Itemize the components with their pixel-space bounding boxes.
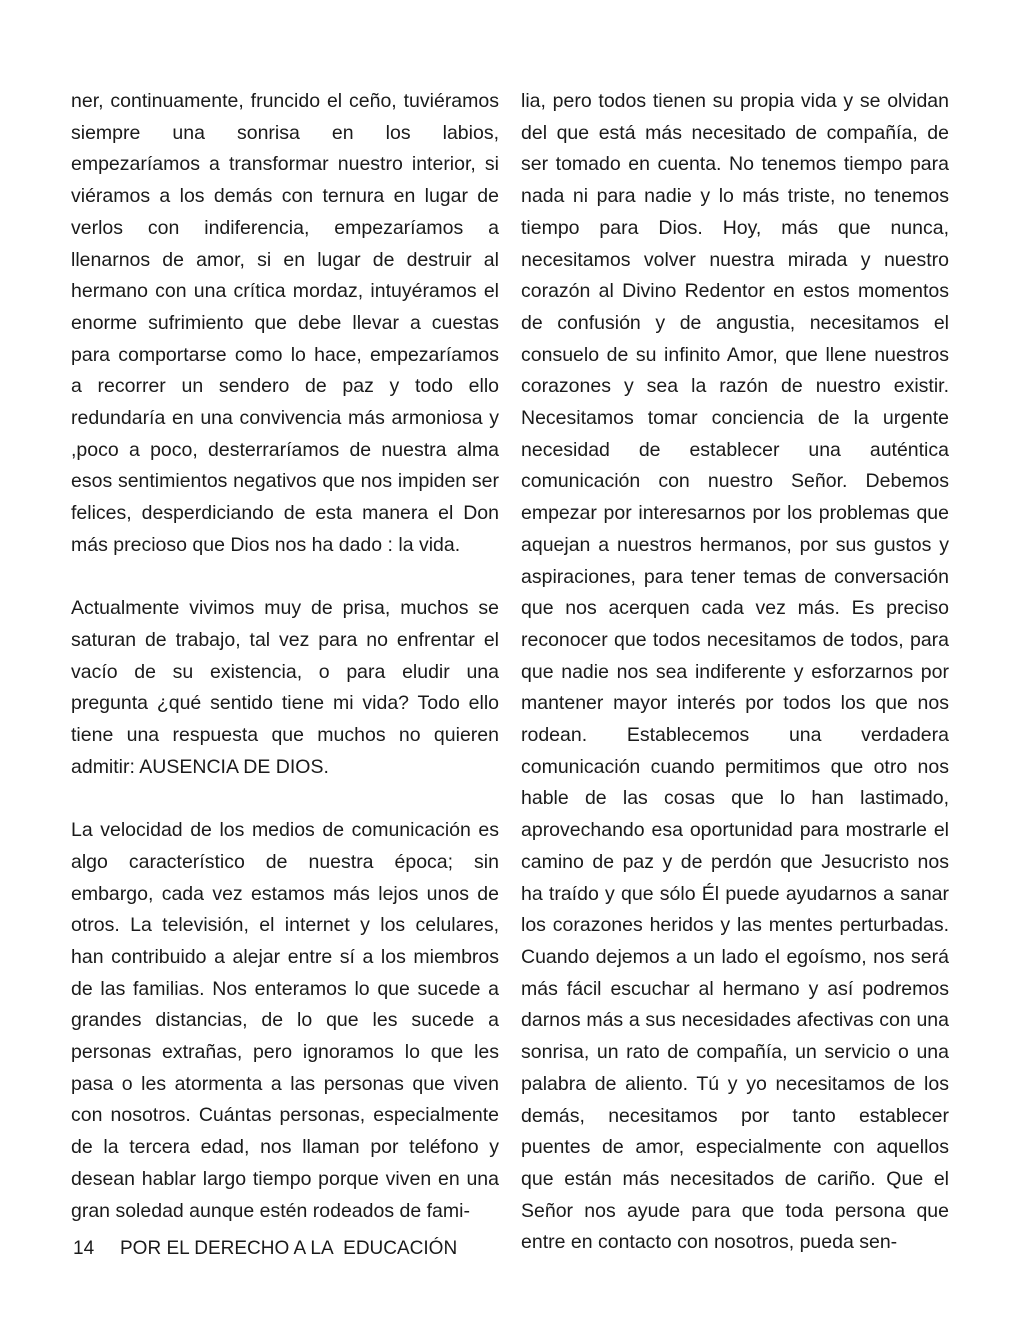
left-column [71, 86, 499, 1227]
paragraph-sonrisa: ner, continuamente, fruncido el ceño, tuviéramos siempre una sonrisa en los labios, empezaríamos a transformar nuestro interior, si viéramos a los demás con ternura en lugar de verlos con indiferencia, empezaríamos a llenarnos de amor, si en lugar de destruir al hermano con una crítica mordaz, intuyéramos el enorme sufrimiento que debe llevar a cuestas para comportarse como lo hace, empezaríamos a recorrer un sendero de paz y todo ello redundaría en una convivencia más armoniosa y ,poco a poco, desterraríamos de nuestra alma esos sentimientos negativos que nos impiden ser felices, desperdiciando de esta manera el Don más precioso que Dios nos ha dado : la vida. [71, 90, 499, 556]
running-title: POR EL DERECHO A LA EDUCACIÓN [120, 1238, 458, 1259]
page-number: 14 [73, 1238, 95, 1259]
paragraph-prisa: Actualmente vivimos muy de prisa, muchos se saturan de trabajo, tal vez para no enfrentar el vacío de su existencia, o para eludir una pregunta ¿qué sentido tiene mi vida? Todo ello tiene una respuesta que muchos no quieren admitir: AUSENCIA DE DIOS. [71, 597, 499, 778]
page-footer [73, 1236, 458, 1340]
right-column [521, 86, 949, 1259]
paragraph-familia: lia, pero todos tienen su propia vida y se olvidan del que está más necesitado de compañía, de ser tomado en cuenta. No tenemos tiempo para nada ni para nadie y lo más triste, no tenemos tiempo para Dios. Hoy, más que nunca, necesitamos volver nuestra mirada y nuestro corazón al Divino Redentor en estos momentos de confusión y de angustia, necesitamos el consuelo de su infinito Amor, que llene nuestros corazones y sea la razón de nuestro existir. Necesitamos tomar conciencia de la urgente necesidad de establecer una auténtica comunicación con nuestro Señor. Debemos empezar por interesarnos por los problemas que aquejan a nuestros hermanos, por sus gustos y aspiraciones, para tener temas de conversación que nos acerquen cada vez más. Es preciso reconocer que todos necesitamos de todos, para que nadie nos sea indiferente y esforzarnos por mantener mayor interés por todos los que nos rodean. Establecemos una verdadera comunicación cuando permitimos que otro nos hable de las cosas que lo han lastimado, aprovechando esa oportunidad para mostrarle el camino de paz y de perdón que Jesucristo nos ha traído y que sólo Él puede ayudarnos a sanar los corazones heridos y las mentes perturbadas. Cuando dejemos a un lado el egoísmo, nos será más fácil escuchar al hermano y así podremos darnos más a sus necesidades afectivas con una sonrisa, un rato de compañía, un servicio o una palabra de aliento. Tú y yo necesitamos de los demás, necesitamos por tanto establecer puentes de amor, especialmente con aquellos que están más necesitados de cariño. Que el Señor nos ayude para que toda persona que entre en contacto con nosotros, pueda sen- [521, 90, 949, 1254]
paragraph-comunicacion: La velocidad de los medios de comunicación es algo característico de nuestra época; sin embargo, cada vez estamos más lejos unos de otros. La televisión, el internet y los celulares, han contribuido a alejar entre sí a los miembros de las familias. Nos enteramos lo que sucede a grandes distancias, de lo que les sucede a personas extrañas, pero ignoramos lo que les pasa o les atormenta a las personas que viven con nosotros. Cuántas personas, especialmente de la tercera edad, nos llaman por teléfono y desean hablar largo tiempo porque viven en una gran soledad aunque estén rodeados de fami- [71, 819, 499, 1222]
